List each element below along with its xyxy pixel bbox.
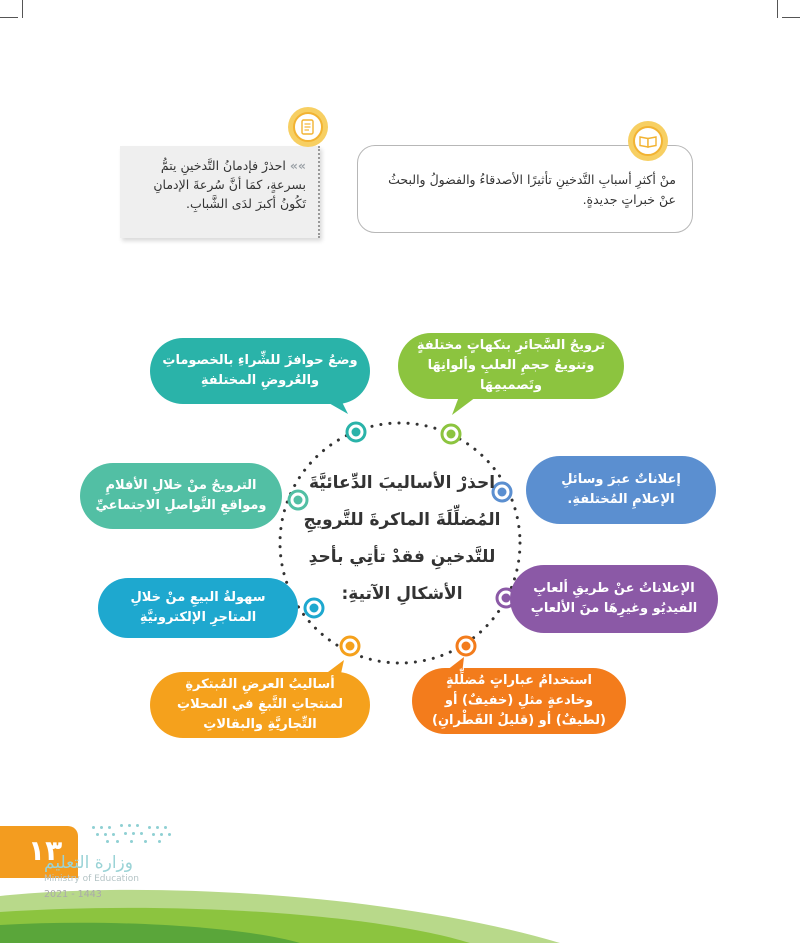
note-body: احذرْ فإدمانُ التَّدخينِ يتمُّ بسرعةٍ، كمَا أنَّ سُرعةَ الإدمانِ تَكُونُ أكبرَ لدَى الشَّبابِ.	[153, 158, 306, 211]
ministry-name-en: Ministry of Education	[44, 874, 139, 884]
edition-year: 2021 - 1443	[44, 889, 102, 900]
diagram-bubble: الإعلاناتُ عنْ طريقِ ألعابِ الفيديُو وغيرِهَا منَ الألعابِ	[510, 565, 718, 633]
diagram-bubble: وضعُ حوافزَ للشِّراءِ بالخصوماتِ والعُروضِ المختلفةِ	[150, 338, 370, 404]
diagram-bubble: استخدامُ عباراتٍ مُضلِّلةٍ وخادعةٍ مثلِ (خفيفٌ) أو (لطيفٌ) أو (قليلُ القَطْرانِ)	[412, 668, 626, 734]
diagram-bubble: الترويجُ منْ خلالِ الأفلامِ ومواقعِ التَّواصلِ الاجتماعيِّ	[80, 463, 282, 529]
diagram-center-text: احذرْ الأساليبَ الدِّعائيَّةَ المُضلِّلَةَ الماكرةَ للتَّرويجِ للتَّدخينِ فقدْ تأتِي بأحدِ الأشكالِ الآتيةِ:	[303, 473, 501, 604]
info-box-text: منْ أكثرِ أسبابِ التَّدخينِ تأثيرًا الأصدقاءُ والفضولُ والبحثُ عنْ خبراتٍ جديدةٍ.	[388, 172, 676, 207]
ministry-name-ar: وزارة التعليم	[44, 853, 133, 873]
diagram-bubble: سهولةُ البيعِ منْ خلالِ المتاجرِ الإلكترونيَّةِ	[98, 578, 298, 638]
diagram-bubble: ترويجُ السَّجائرِ بنكهاتٍ مختلفةٍ وتنويعُ حجمِ العلبِ وألوانِهَا وتَصميمِهَا	[398, 333, 624, 399]
page-number: ١٣	[28, 834, 63, 867]
diagram-bubble: إعلاناتٌ عبرَ وسائلِ الإعلامِ المُختلفةِ.	[526, 456, 716, 524]
diagram-bubble: أساليبُ العرضِ المُبتكرةِ لمنتجاتِ التَّبغِ في المحلاتِ التِّجاريَّةِ والبقالاتِ	[150, 672, 370, 738]
note-marker: »»	[289, 158, 306, 173]
